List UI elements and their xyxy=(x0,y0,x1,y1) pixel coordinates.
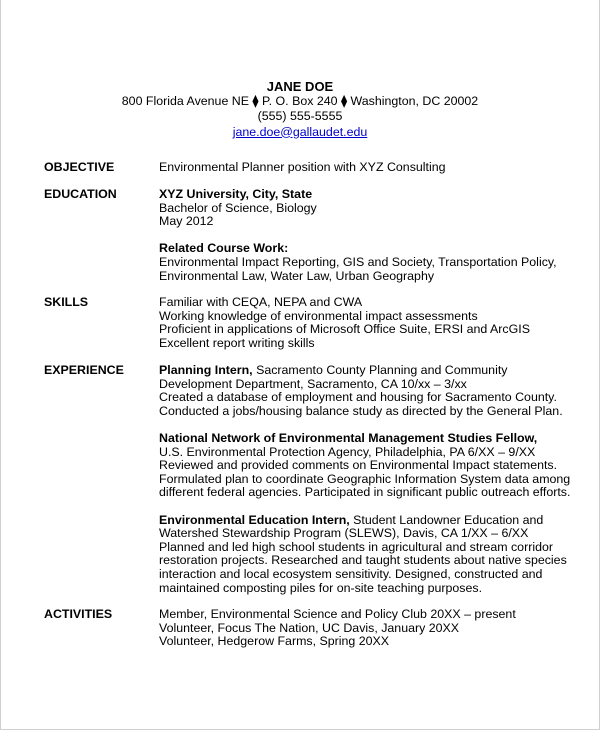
section-label-skills: SKILLS xyxy=(44,295,89,309)
job-detail: Planned and led high school students in agricultural and stream corridor xyxy=(159,539,553,554)
job-detail: Created a database of employment and housing for Sacramento County. xyxy=(159,390,557,405)
job-heading xyxy=(159,514,579,528)
objective-text: Environmental Planner position with XYZ Consulting xyxy=(159,160,446,174)
job-heading xyxy=(159,432,579,446)
skill-item: Working knowledge of environmental impact assessments xyxy=(159,308,478,323)
job-detail: maintained composting piles for on-site teaching purposes. xyxy=(159,580,483,595)
job-detail: U.S. Environmental Protection Agency, Philadelphia, PA 6/XX – 9/XX xyxy=(159,444,536,459)
coursework-line: Environmental Impact Reporting, GIS and Society, Transportation Policy, xyxy=(159,254,557,269)
phone-line: (555) 555-5555 xyxy=(257,109,343,124)
section-label-objective: OBJECTIVE xyxy=(44,160,115,174)
job-detail: Watershed Stewardship Program (SLEWS), Davis, CA 1/XX – 6/XX xyxy=(159,526,529,541)
skill-item: Familiar with CEQA, NEPA and CWA xyxy=(159,295,363,309)
education-school: XYZ University, City, State xyxy=(159,187,313,201)
job-title: Planning Intern, xyxy=(159,363,253,377)
section-label-experience: EXPERIENCE xyxy=(44,363,124,377)
applicant-name: JANE DOE xyxy=(266,79,334,94)
coursework-line: Environmental Law, Water Law, Urban Geography xyxy=(159,268,435,283)
email-link[interactable]: jane.doe@gallaudet.edu xyxy=(232,124,368,139)
resume-header xyxy=(0,79,600,140)
address-line: 800 Florida Avenue NE ⧫ P. O. Box 240 ⧫ Washington, DC 20002 xyxy=(121,94,479,109)
job-detail: Development Department, Sacramento, CA 10/xx – 3/xx xyxy=(159,376,467,391)
job-title: Environmental Education Intern, xyxy=(159,512,350,527)
job-org: Student Landowner Education and xyxy=(349,512,544,527)
job-detail: interaction and local ecosystem sensitivity. Designed, constructed and xyxy=(159,566,543,581)
job-detail: different federal agencies. Participated in significant public outreach efforts. xyxy=(159,485,571,500)
job-title: National Network of Environmental Management Studies Fellow, xyxy=(159,430,538,445)
section-label-activities: ACTIVITIES xyxy=(44,607,113,621)
job-detail: restoration projects. Researched and taught students about native species xyxy=(159,553,567,568)
job-heading xyxy=(159,364,579,378)
education-degree: Bachelor of Science, Biology xyxy=(159,200,317,215)
job-detail: Formulated plan to coordinate Geographic Information System data among xyxy=(159,471,571,486)
skill-item: Excellent report writing skills xyxy=(159,335,315,350)
activity-item: Volunteer, Hedgerow Farms, Spring 20XX xyxy=(159,634,390,649)
section-label-education: EDUCATION xyxy=(44,187,117,201)
job-org: Sacramento County Planning and Community xyxy=(252,363,508,377)
job-detail: Reviewed and provided comments on Environmental Impact statements. xyxy=(159,458,558,473)
coursework-title: Related Course Work: xyxy=(159,241,289,256)
activity-item: Member, Environmental Science and Policy Club 20XX – present xyxy=(159,607,516,621)
job-detail: Conducted a jobs/housing balance study as directed by the General Plan. xyxy=(159,403,563,418)
education-date: May 2012 xyxy=(159,214,214,229)
activity-item: Volunteer, Focus The Nation, UC Davis, January 20XX xyxy=(159,620,460,635)
skill-item: Proficient in applications of Microsoft Office Suite, ERSI and ArcGIS xyxy=(159,322,530,337)
